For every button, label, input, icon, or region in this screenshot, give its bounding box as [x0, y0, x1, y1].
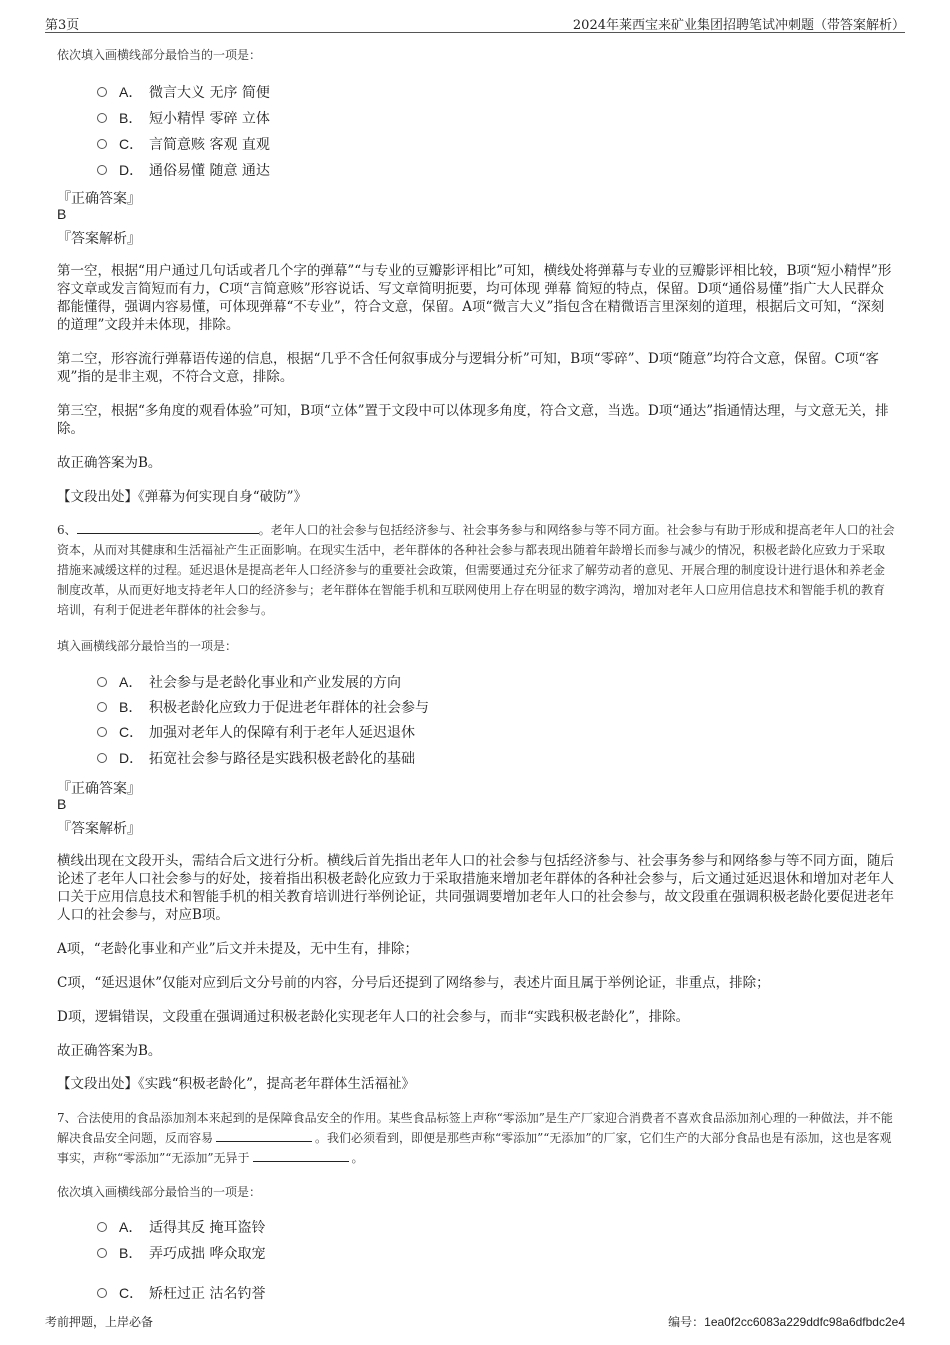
q7-option-a[interactable]: A． 适得其反 掩耳盗铃 [97, 1217, 265, 1237]
q6-option-c[interactable]: C． 加强对老年人的保障有利于老年人延迟退休 [97, 722, 415, 742]
document-title: 2024年莱西宝来矿业集团招聘笔试冲刺题（带答案解析） [572, 18, 905, 33]
q6-instruction: 填入画横线部分最恰当的一项是： [57, 639, 238, 653]
q5-instruction: 依次填入画横线部分最恰当的一项是： [57, 48, 262, 62]
page-number: 第3页 [45, 18, 80, 33]
q7-stem: 7、合法使用的食品添加剂本来起到的是保障食品安全的作用。某些食品标签上声称“零添加”是生产厂家迎合消费者不喜欢食品添加剂心理的一种做法，并不能解决食品安全问题，反而容易 。我们必须看到，即便是那些声称“零添加”“无添加”的厂家，它们生产的大部分食品也是有添加，这也是客观事实，声称“零添加”“无添加”无异于 。 [57, 1111, 893, 1165]
radio-icon[interactable] [97, 1248, 107, 1258]
q6-analysis-p2: A项，“老龄化事业和产业”后文并未提及，无中生有，排除； [57, 941, 419, 957]
q5-option-a[interactable]: A． 微言大义 无序 简便 [97, 82, 270, 102]
q5-analysis-p3: 第三空，根据“多角度的观看体验”可知，B项“立体”置于文段中可以体现多角度，符合文意，当选。D项“通达”指通情达理，与文意无关，排除。 [57, 403, 889, 437]
q7-option-b[interactable]: B． 弄巧成拙 哗众取宠 [97, 1243, 265, 1263]
q5-option-d[interactable]: D． 通俗易懂 随意 通达 [97, 160, 270, 180]
answer-blank [253, 1161, 349, 1162]
q6-analysis-p4: D项，逻辑错误，文段重在强调通过积极老龄化实现老年人口的社会参与，而非“实践积极老龄化”，排除。 [57, 1009, 690, 1025]
q7-option-c[interactable]: C． 矫枉过正 沽名钓誉 [97, 1283, 265, 1303]
radio-icon[interactable] [97, 87, 107, 97]
radio-icon[interactable] [97, 677, 107, 687]
q6-option-a[interactable]: A． 社会参与是老龄化事业和产业发展的方向 [97, 672, 401, 692]
q6-source: 【文段出处】《实践“积极老龄化”，提高老年群体生活福祉》 [57, 1076, 416, 1092]
radio-icon[interactable] [97, 139, 107, 149]
answer-blank [77, 533, 259, 534]
radio-icon[interactable] [97, 702, 107, 712]
radio-icon[interactable] [97, 753, 107, 763]
q5-analysis-p4: 故正确答案为B。 [57, 455, 162, 471]
page-header [45, 12, 905, 33]
q6-analysis-p3: C项，“延迟退休”仅能对应到后文分号前的内容，分号后还提到了网络参与，表述片面且属于举例论证，非重点，排除； [57, 975, 770, 991]
q6-analysis-p5: 故正确答案为B。 [57, 1043, 162, 1059]
q5-analysis-label: 『答案解析』 [57, 231, 141, 247]
q6-analysis-label: 『答案解析』 [57, 821, 141, 837]
radio-icon[interactable] [97, 1288, 107, 1298]
q6-answer: B [57, 796, 67, 812]
q5-analysis-p1: 第一空，根据“用户通过几句话或者几个字的弹幕”“与专业的豆瓣影评相比”可知，横线处将弹幕与专业的豆瓣影评相比较，B项“短小精悍”形容文章或发言简短而有力，C项“言简意赅”形容说话、写文章简明扼要，均可体现 弹幕 简短的特点，保留。D项“通俗易懂”指广大人民群众都能懂得，强调内容易懂，可体现弹幕“不专业”，符合文意，保留。A项“微言大义”指包含在精微语言里深刻的道理，根据后文可知，“深刻的道理”文段并未体现，排除。 [57, 263, 892, 333]
q5-answer-label: 『正确答案』 [57, 191, 141, 207]
q5-option-c[interactable]: C． 言简意赅 客观 直观 [97, 134, 270, 154]
q6-option-d[interactable]: D． 拓宽社会参与路径是实践积极老龄化的基础 [97, 748, 415, 768]
radio-icon[interactable] [97, 165, 107, 175]
radio-icon[interactable] [97, 113, 107, 123]
q6-answer-label: 『正确答案』 [57, 781, 141, 797]
radio-icon[interactable] [97, 727, 107, 737]
q6-option-b[interactable]: B． 积极老龄化应致力于促进老年群体的社会参与 [97, 697, 429, 717]
answer-blank [216, 1141, 312, 1142]
q5-answer: B [57, 206, 67, 222]
q5-analysis-p2: 第二空，形容流行弹幕语传递的信息，根据“几乎不含任何叙事成分与逻辑分析”可知，B项“零碎”、D项“随意”均符合文意，保留。C项“客观”指的是非主观，不符合文意，排除。 [57, 351, 879, 385]
q6-analysis-p1: 横线出现在文段开头，需结合后文进行分析。横线后首先指出老年人口的社会参与包括经济参与、社会事务参与和网络参与等不同方面，随后论述了老年人口社会参与的好处，接着指出积极老龄化应致力于采取措施来增加老年群体的各种社会参与，后文通过延迟退休和增加对老年人口关于应用信息技术和智能手机的相关教育培训进行举例论证，共同强调要增加老年人口的社会参与，故文段重在强调积极老龄化要促进老年人口的社会参与，对应B项。 [57, 853, 894, 923]
footer-slogan: 考前押题，上岸必备 [45, 1315, 154, 1329]
document-code: 编号：1ea0f2cc6083a229ddfc98a6dfbdc2e4 [668, 1315, 905, 1329]
q6-stem: 6、 。老年人口的社会参与包括经济参与、社会事务参与和网络参与等不同方面。社会参与有助于形成和提高老年人口的社会资本，从而对其健康和生活福祉产生正面影响。在现实生活中，老年群体的各种社会参与都表现出随着年龄增长而参与减少的情况，积极老龄化应致力于采取措施来减缓这样的过程。延迟退休是提高老年人口经济参与的重要社会政策，但需要通过充分征求了解劳动者的意见、开展合理的制度设计进行退休和养老金制度改革，从而更好地支持老年人口的经济参与；老年群体在智能手机和互联网使用上存在明显的数字鸿沟，增加对老年人口应用信息技术和智能手机的教育培训，有利于促进老年群体的社会参与。 [57, 523, 895, 617]
radio-icon[interactable] [97, 1222, 107, 1232]
q5-option-b[interactable]: B． 短小精悍 零碎 立体 [97, 108, 270, 128]
q7-instruction: 依次填入画横线部分最恰当的一项是： [57, 1185, 262, 1199]
q5-source: 【文段出处】《弹幕为何实现自身“破防”》 [57, 489, 308, 505]
